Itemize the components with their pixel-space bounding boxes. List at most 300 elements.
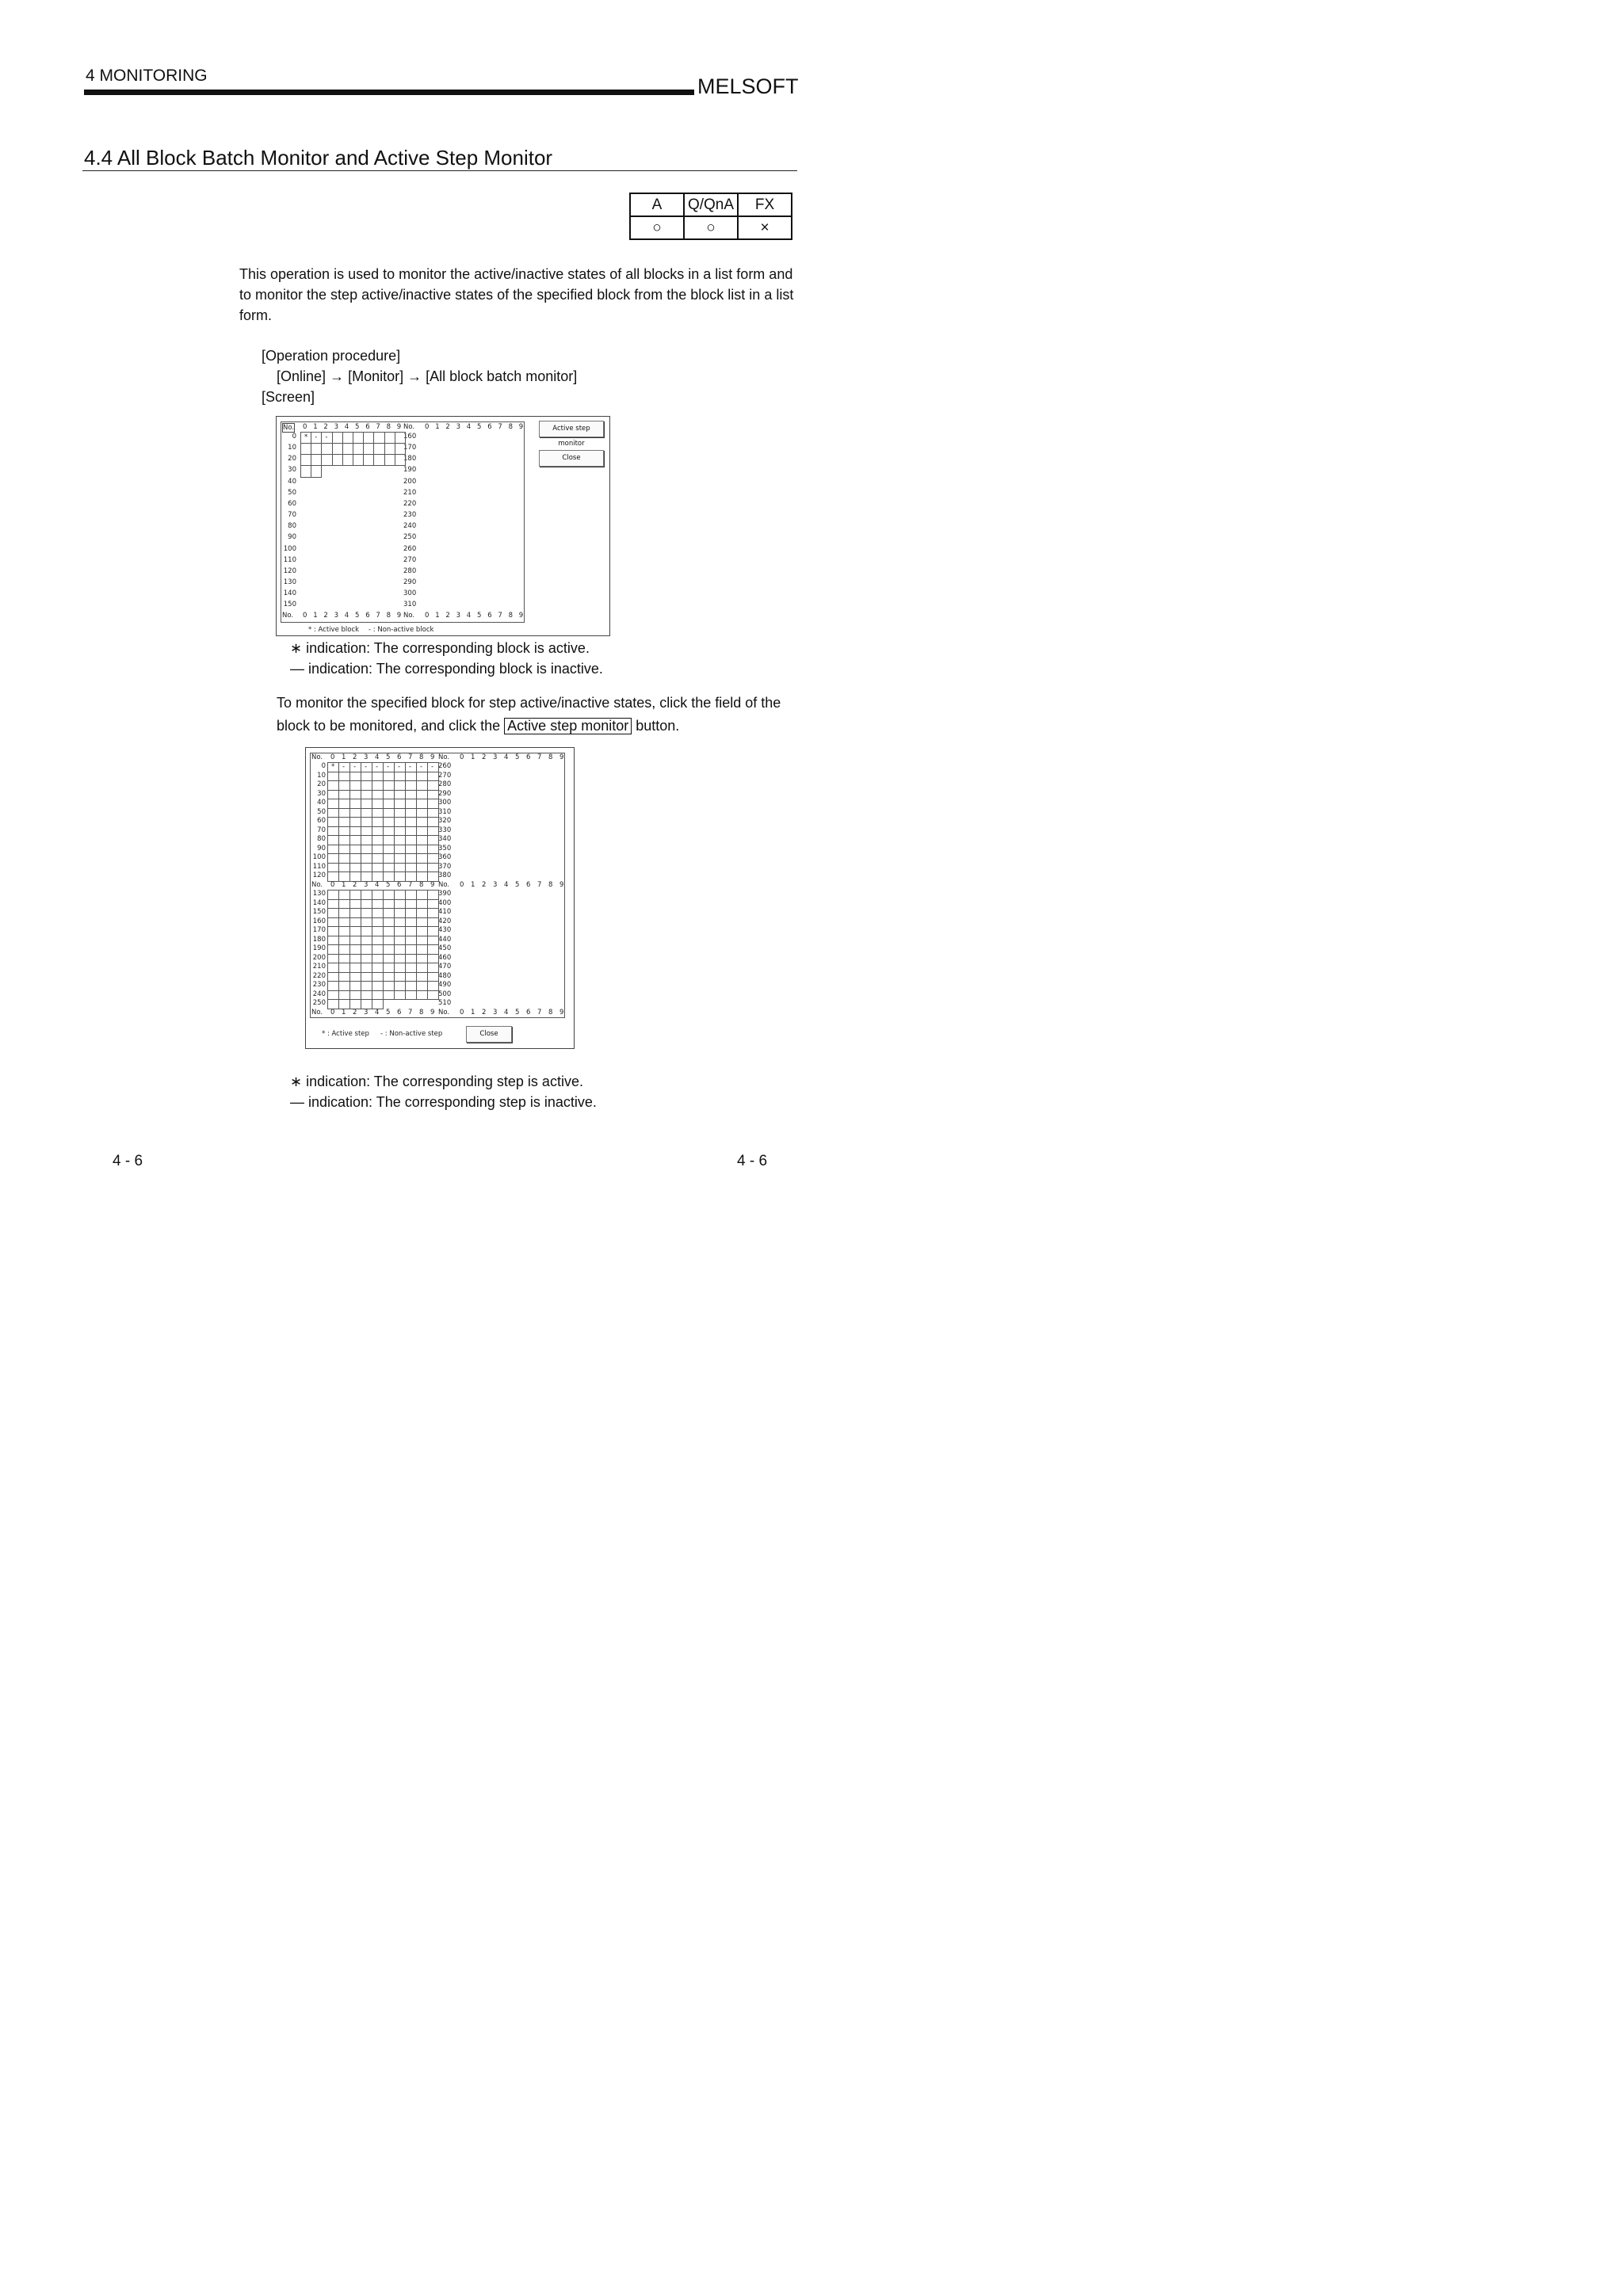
column-digit: 1 — [342, 881, 346, 889]
column-digit: 2 — [353, 881, 357, 889]
step-cell[interactable] — [427, 871, 439, 882]
column-digit: 8 — [386, 423, 391, 431]
step-state-mark: - — [420, 763, 423, 771]
legend-non-active-step: - : Non-active step — [380, 1030, 443, 1038]
column-digit: 9 — [518, 423, 524, 431]
column-digit: 5 — [515, 881, 520, 889]
row-label: 110 — [312, 862, 326, 871]
column-digit: 3 — [364, 753, 369, 761]
column-digit: 0 — [460, 881, 464, 889]
step-cell[interactable] — [416, 990, 428, 1001]
active-step-monitor-button[interactable]: Active step monitor — [539, 421, 604, 437]
row-label: 280 — [438, 780, 452, 788]
row-label: 230 — [403, 511, 417, 520]
block-state-mark: * — [304, 433, 308, 441]
arrow-icon: → — [407, 368, 422, 384]
block-active-note: ∗ indication: The corresponding block is active. — [290, 640, 590, 656]
section-title: 4.4 All Block Batch Monitor and Active Step Monitor — [84, 146, 553, 170]
column-digit: 7 — [498, 423, 502, 431]
row-label: 370 — [438, 862, 452, 871]
block-inactive-note: ― indication: The corresponding block is inactive. — [290, 661, 603, 677]
block-cell[interactable] — [384, 454, 395, 466]
step-cell[interactable] — [349, 999, 361, 1009]
column-digit: 3 — [456, 423, 461, 431]
block-cell[interactable] — [332, 432, 343, 444]
column-digit: 6 — [397, 881, 402, 889]
row-label: 460 — [438, 953, 452, 962]
column-header-no: No. — [403, 423, 415, 431]
column-digit: 6 — [365, 423, 370, 431]
column-digit: 2 — [323, 612, 328, 620]
column-digit: 0 — [425, 612, 430, 620]
column-digit: 9 — [396, 612, 402, 620]
procedure-heading: [Operation procedure] — [262, 348, 401, 364]
column-digit: 4 — [504, 1009, 509, 1016]
step-state-mark: - — [431, 763, 434, 771]
step-cell[interactable] — [349, 871, 361, 882]
row-label: 430 — [438, 926, 452, 934]
step-cell[interactable] — [361, 871, 372, 882]
column-digit: 3 — [364, 1009, 369, 1016]
step-inactive-note: ― indication: The corresponding step is inactive. — [290, 1094, 597, 1110]
column-digit: 5 — [477, 612, 482, 620]
row-label: 10 — [288, 444, 296, 452]
column-digit: 7 — [537, 753, 542, 761]
chapter-heading: 4 MONITORING — [86, 67, 208, 85]
compat-mark-qnqa: ○ — [684, 216, 738, 239]
row-label: 190 — [403, 466, 417, 475]
block-cell[interactable] — [363, 454, 374, 466]
column-digit: 4 — [466, 612, 472, 620]
column-digit: 7 — [376, 423, 380, 431]
block-cell[interactable] — [395, 443, 406, 455]
column-digit: 4 — [375, 753, 380, 761]
row-label: 300 — [438, 799, 452, 807]
column-digit: 6 — [487, 612, 492, 620]
row-label: 250 — [312, 999, 326, 1007]
column-digit: 7 — [408, 881, 413, 889]
page-number-left: 4 - 6 — [113, 1153, 143, 1169]
step-cell[interactable] — [327, 999, 339, 1009]
column-digit: 1 — [471, 881, 475, 889]
step-cell[interactable] — [405, 990, 417, 1001]
step-cell[interactable] — [405, 871, 417, 882]
block-cell[interactable] — [363, 432, 374, 444]
row-label: 160 — [403, 433, 417, 441]
column-digit: 8 — [419, 1009, 424, 1016]
row-label: 170 — [312, 926, 326, 934]
step-cell[interactable] — [416, 871, 428, 882]
column-digit: 0 — [330, 1009, 335, 1016]
column-digit: 6 — [526, 1009, 531, 1016]
step-state-mark: - — [365, 763, 368, 771]
column-digit: 0 — [330, 881, 335, 889]
menu-online: [Online] — [277, 368, 327, 384]
column-digit: 9 — [559, 1009, 564, 1016]
column-header-no: No. — [438, 1009, 450, 1016]
row-label: 40 — [317, 799, 326, 807]
block-cell[interactable] — [300, 432, 311, 444]
block-list-grid[interactable] — [281, 421, 525, 623]
step-cell[interactable] — [372, 999, 384, 1009]
column-digit: 1 — [342, 1009, 346, 1016]
row-label: 360 — [438, 853, 452, 861]
row-label: 0 — [292, 433, 296, 441]
row-label: 500 — [438, 990, 452, 998]
column-digit: 9 — [518, 612, 524, 620]
column-digit: 5 — [515, 753, 520, 761]
column-digit: 6 — [526, 753, 531, 761]
row-label: 80 — [317, 835, 326, 843]
column-digit: 2 — [323, 423, 328, 431]
column-digit: 9 — [559, 881, 564, 889]
row-label: 480 — [438, 971, 452, 980]
row-label: 320 — [438, 817, 452, 825]
block-cell[interactable] — [363, 443, 374, 455]
row-label: 50 — [288, 488, 296, 497]
column-digit: 5 — [386, 753, 391, 761]
menu-monitor: [Monitor] — [348, 368, 404, 384]
row-label: 120 — [312, 871, 326, 879]
block-cell[interactable] — [332, 443, 343, 455]
step-state-mark: - — [342, 763, 346, 771]
block-cell[interactable] — [311, 454, 322, 466]
row-label: 30 — [317, 789, 326, 798]
column-digit: 0 — [425, 423, 430, 431]
row-label: 200 — [403, 477, 417, 486]
close-button[interactable]: Close — [539, 450, 604, 467]
column-digit: 4 — [344, 612, 349, 620]
instruction-paragraph — [277, 692, 800, 738]
row-label: 150 — [312, 908, 326, 916]
row-label: 490 — [438, 981, 452, 989]
legend-active-step: * : Active step — [322, 1030, 369, 1038]
block-cell[interactable] — [353, 454, 364, 466]
step-cell[interactable] — [383, 871, 395, 882]
row-label: 60 — [317, 817, 326, 825]
column-digit: 2 — [353, 753, 357, 761]
column-digit: 0 — [303, 423, 307, 431]
row-label: 220 — [312, 971, 326, 980]
column-digit: 1 — [342, 753, 346, 761]
row-label: 440 — [438, 935, 452, 944]
column-digit: 8 — [419, 753, 424, 761]
row-label: 260 — [438, 762, 452, 770]
column-header-no: No. — [311, 753, 323, 761]
column-header-no-bottom: No. — [282, 612, 294, 620]
row-label: 160 — [312, 917, 326, 925]
column-digit: 2 — [445, 423, 450, 431]
row-label: 270 — [403, 555, 417, 564]
row-label: 140 — [283, 589, 296, 598]
block-cell[interactable] — [300, 465, 311, 477]
column-digit: 6 — [397, 1009, 402, 1016]
row-label: 50 — [317, 807, 326, 816]
intro-paragraph: This operation is used to monitor the active/inactive states of all blocks in a list form and to monitor the step active/inactive states of the specified block from the block list in a list form. — [239, 266, 794, 323]
row-label: 300 — [403, 589, 417, 598]
column-digit: 9 — [430, 753, 435, 761]
row-label: 240 — [403, 522, 417, 531]
step-state-mark: - — [409, 763, 412, 771]
header-rule — [84, 90, 694, 95]
block-cell[interactable] — [395, 454, 406, 466]
step-cell[interactable] — [372, 871, 384, 882]
block-cell[interactable] — [311, 465, 322, 477]
column-digit: 1 — [435, 612, 440, 620]
column-digit: 5 — [477, 423, 482, 431]
column-digit: 7 — [376, 612, 380, 620]
row-label: 70 — [317, 826, 326, 834]
step-state-mark: - — [353, 763, 357, 771]
row-label: 20 — [288, 455, 296, 463]
active-step-monitor-dialog — [305, 747, 575, 1049]
row-label: 70 — [288, 511, 296, 520]
instruction-text: To monitor the specified block for step active/inactive states, click the field of the block to be monitored, and click the — [277, 695, 781, 734]
column-digit: 4 — [504, 753, 509, 761]
row-label: 40 — [288, 477, 296, 486]
arrow-icon: → — [330, 368, 345, 384]
column-digit: 8 — [386, 612, 391, 620]
compat-header-fx: FX — [738, 193, 792, 216]
block-state-mark: - — [315, 433, 318, 441]
column-header-no-bottom: No. — [311, 1009, 323, 1016]
block-cell[interactable] — [321, 454, 332, 466]
block-cell[interactable] — [332, 454, 343, 466]
block-cell[interactable] — [353, 432, 364, 444]
row-label: 170 — [403, 444, 417, 452]
column-header-no: No. — [283, 424, 295, 432]
step-list-grid[interactable] — [310, 753, 565, 1018]
row-label: 100 — [283, 544, 296, 553]
column-digit: 0 — [330, 753, 335, 761]
row-label: 60 — [288, 499, 296, 508]
step-state-mark: - — [398, 763, 401, 771]
step-cell[interactable] — [338, 999, 350, 1009]
section-rule — [82, 170, 797, 171]
column-digit: 0 — [460, 753, 464, 761]
step-active-note: ∗ indication: The corresponding step is active. — [290, 1074, 583, 1089]
step-state-mark: - — [376, 763, 379, 771]
row-label: 250 — [403, 533, 417, 542]
column-digit: 1 — [471, 1009, 475, 1016]
column-digit: 4 — [375, 1009, 380, 1016]
column-digit: 7 — [537, 881, 542, 889]
row-label: 20 — [317, 780, 326, 788]
column-digit: 3 — [456, 612, 461, 620]
block-cell[interactable] — [384, 443, 395, 455]
procedure-path — [277, 368, 577, 385]
menu-all-block-batch-monitor: [All block batch monitor] — [426, 368, 578, 384]
column-digit: 8 — [548, 753, 553, 761]
column-digit: 2 — [353, 1009, 357, 1016]
column-digit: 0 — [460, 1009, 464, 1016]
row-label: 180 — [312, 935, 326, 944]
column-digit: 4 — [375, 881, 380, 889]
block-cell[interactable] — [342, 443, 353, 455]
column-digit: 3 — [334, 423, 339, 431]
column-digit: 7 — [537, 1009, 542, 1016]
row-label: 200 — [312, 953, 326, 962]
column-digit: 2 — [482, 881, 487, 889]
page-number-right: 4 - 6 — [737, 1153, 768, 1169]
column-digit: 5 — [515, 1009, 520, 1016]
instruction-text-end: button. — [636, 718, 680, 734]
column-digit: 1 — [313, 612, 318, 620]
column-digit: 3 — [493, 753, 498, 761]
column-header-no: No. — [403, 612, 415, 620]
row-label: 290 — [403, 578, 417, 586]
column-digit: 9 — [559, 753, 564, 761]
column-digit: 9 — [430, 881, 435, 889]
column-digit: 1 — [313, 423, 318, 431]
column-digit: 3 — [493, 881, 498, 889]
column-digit: 4 — [344, 423, 349, 431]
step-state-mark: - — [387, 763, 390, 771]
column-digit: 8 — [508, 423, 514, 431]
column-digit: 5 — [355, 612, 360, 620]
row-label: 260 — [403, 544, 417, 553]
column-digit: 8 — [419, 881, 424, 889]
block-cell[interactable] — [342, 454, 353, 466]
column-digit: 8 — [548, 881, 553, 889]
compat-header-a: A — [630, 193, 684, 216]
block-cell[interactable] — [321, 432, 332, 444]
row-label: 270 — [438, 771, 452, 780]
row-label: 110 — [283, 555, 296, 564]
column-digit: 4 — [466, 423, 472, 431]
brand-logo: MELSOFT — [697, 74, 799, 98]
row-label: 450 — [438, 944, 452, 952]
column-digit: 7 — [408, 1009, 413, 1016]
column-digit: 6 — [397, 753, 402, 761]
column-digit: 1 — [471, 753, 475, 761]
row-label: 230 — [312, 981, 326, 989]
column-digit: 3 — [334, 612, 339, 620]
column-digit: 0 — [303, 612, 307, 620]
column-digit: 9 — [396, 423, 402, 431]
row-label: 350 — [438, 844, 452, 852]
compat-mark-a: ○ — [630, 216, 684, 239]
column-header-no: No. — [438, 881, 450, 889]
column-digit: 3 — [493, 1009, 498, 1016]
row-label: 120 — [283, 566, 296, 575]
row-label: 0 — [321, 762, 326, 770]
row-label: 210 — [312, 963, 326, 971]
row-label: 130 — [312, 890, 326, 898]
all-block-monitor-dialog — [276, 416, 610, 636]
column-digit: 2 — [482, 753, 487, 761]
row-label: 130 — [283, 578, 296, 586]
row-label: 90 — [288, 533, 296, 542]
block-cell[interactable] — [342, 432, 353, 444]
column-header-no: No. — [438, 753, 450, 761]
close-button[interactable]: Close — [466, 1026, 512, 1043]
row-label: 400 — [438, 898, 452, 907]
step-cell[interactable] — [394, 990, 406, 1001]
compatibility-table — [629, 193, 792, 240]
column-digit: 5 — [386, 881, 391, 889]
block-cell[interactable] — [353, 443, 364, 455]
row-label: 310 — [403, 601, 417, 609]
row-label: 340 — [438, 835, 452, 843]
column-digit: 5 — [355, 423, 360, 431]
row-label: 30 — [288, 466, 296, 475]
column-digit: 7 — [498, 612, 502, 620]
column-digit: 1 — [435, 423, 440, 431]
compat-header-qnqa: Q/QnA — [684, 193, 738, 216]
row-label: 310 — [438, 807, 452, 816]
row-label: 380 — [438, 871, 452, 879]
row-label: 150 — [283, 601, 296, 609]
row-label: 470 — [438, 963, 452, 971]
column-header-no-middle: No. — [311, 881, 323, 889]
row-label: 100 — [312, 853, 326, 861]
row-label: 90 — [317, 844, 326, 852]
column-digit: 6 — [526, 881, 531, 889]
row-label: 280 — [403, 566, 417, 575]
column-digit: 6 — [365, 612, 370, 620]
row-label: 510 — [438, 999, 452, 1007]
row-label: 420 — [438, 917, 452, 925]
block-cell[interactable] — [311, 443, 322, 455]
row-label: 80 — [288, 522, 296, 531]
legend-non-active-block: - : Non-active block — [369, 626, 434, 634]
screen-label: [Screen] — [262, 389, 315, 405]
block-cell[interactable] — [373, 443, 384, 455]
column-digit: 2 — [482, 1009, 487, 1016]
step-state-mark: * — [331, 763, 335, 771]
step-cell[interactable] — [394, 871, 406, 882]
block-cell[interactable] — [384, 432, 395, 444]
column-digit: 6 — [487, 423, 492, 431]
column-digit: 2 — [445, 612, 450, 620]
column-digit: 3 — [364, 881, 369, 889]
row-label: 140 — [312, 898, 326, 907]
row-label: 240 — [312, 990, 326, 998]
column-digit: 5 — [386, 1009, 391, 1016]
column-digit: 8 — [548, 1009, 553, 1016]
block-cell[interactable] — [321, 443, 332, 455]
compat-mark-fx: × — [738, 216, 792, 239]
step-cell[interactable] — [338, 871, 350, 882]
row-label: 410 — [438, 908, 452, 916]
step-cell[interactable] — [383, 990, 395, 1001]
row-label: 190 — [312, 944, 326, 952]
block-cell[interactable] — [300, 443, 311, 455]
column-digit: 8 — [508, 612, 514, 620]
block-cell[interactable] — [373, 432, 384, 444]
block-cell[interactable] — [300, 454, 311, 466]
column-digit: 7 — [408, 753, 413, 761]
block-cell[interactable] — [373, 454, 384, 466]
step-cell[interactable] — [427, 990, 439, 1001]
legend-active-block: * : Active block — [308, 626, 360, 634]
block-state-mark: - — [325, 433, 328, 441]
column-digit: 9 — [430, 1009, 435, 1016]
block-cell[interactable] — [395, 432, 406, 444]
row-label: 220 — [403, 499, 417, 508]
row-label: 290 — [438, 789, 452, 798]
block-cell[interactable] — [311, 432, 322, 444]
active-step-monitor-button-ref: Active step monitor — [504, 718, 632, 734]
step-cell[interactable] — [361, 999, 372, 1009]
row-label: 390 — [438, 890, 452, 898]
step-cell[interactable] — [327, 871, 339, 882]
row-label: 10 — [317, 771, 326, 780]
row-label: 180 — [403, 455, 417, 463]
column-digit: 4 — [504, 881, 509, 889]
row-label: 210 — [403, 488, 417, 497]
